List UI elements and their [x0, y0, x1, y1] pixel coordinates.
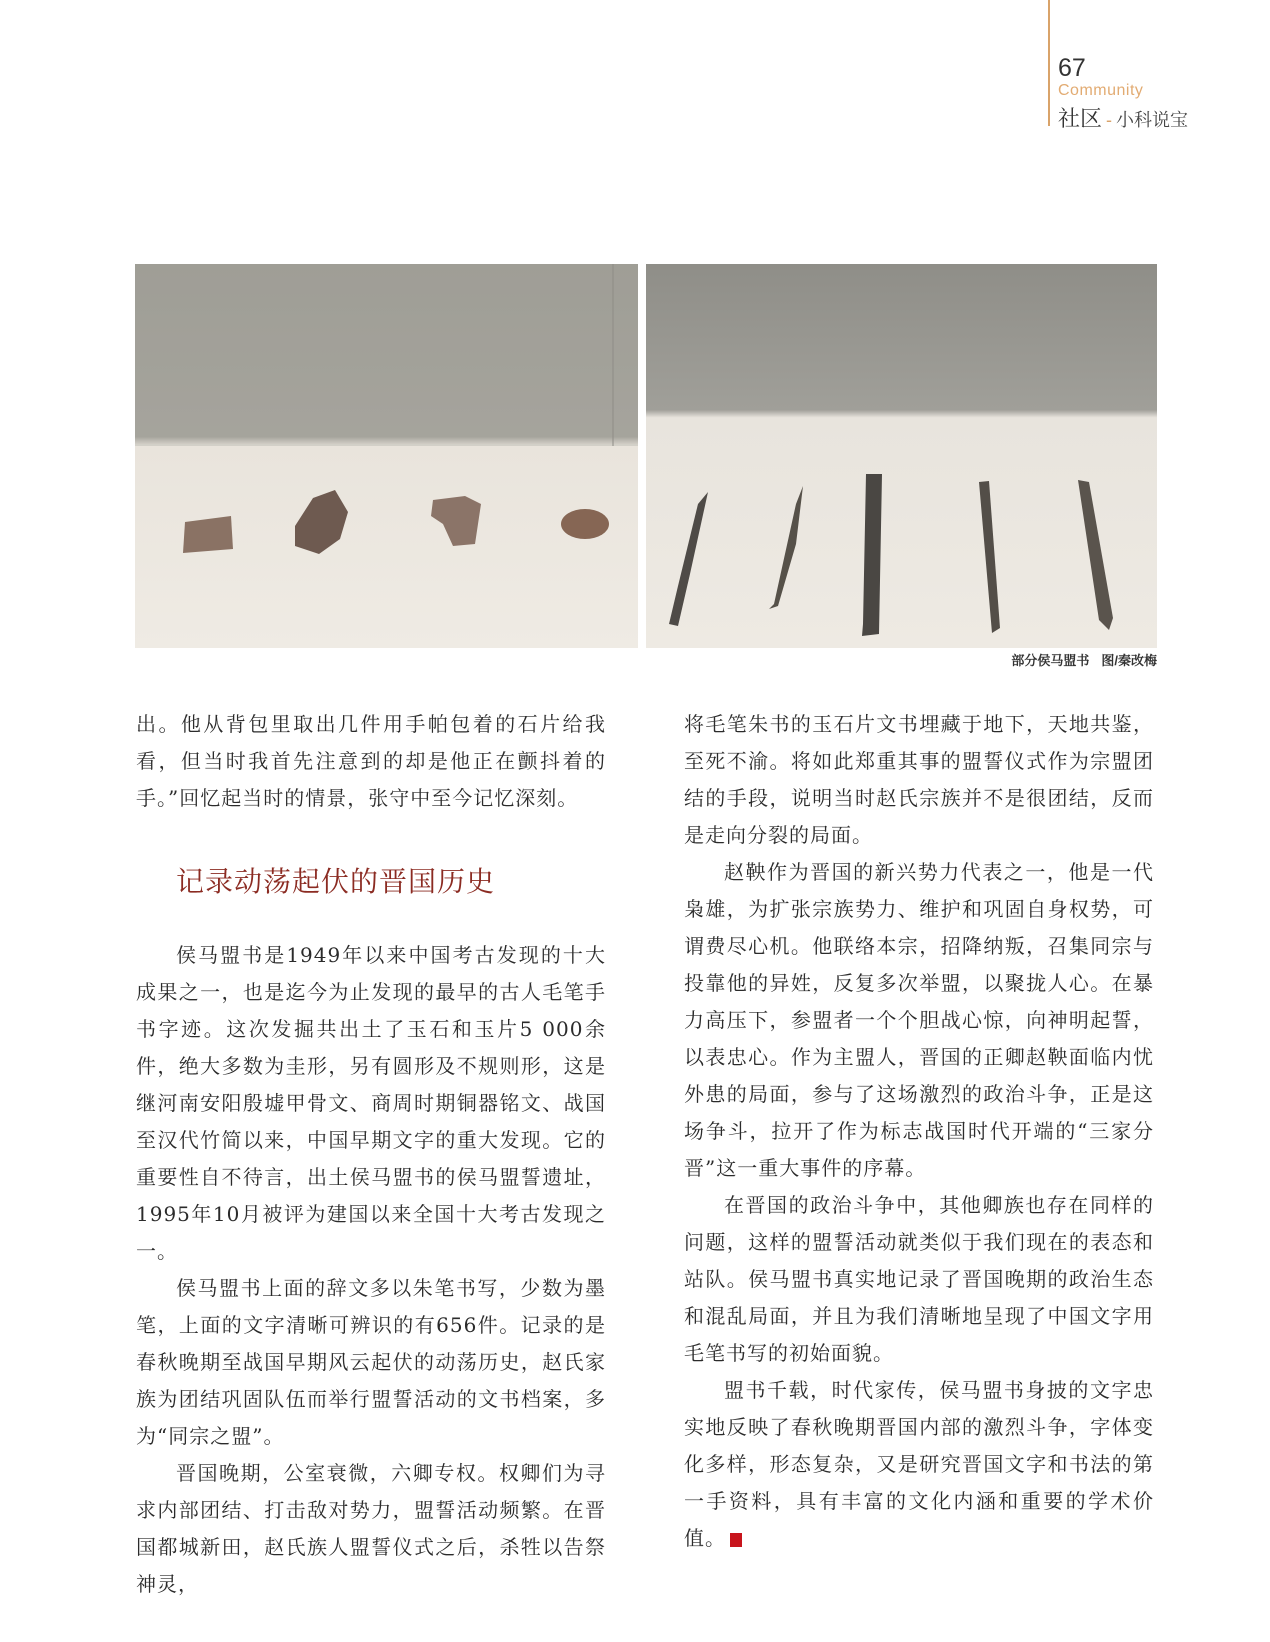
paragraph: 在晋国的政治斗争中，其他卿族也存在同样的问题，这样的盟誓活动就类似于我们现在的表态和站队。侯马盟书真实地记录了晋国晚期的政治生态和混乱局面，并且为我们清晰地呈现了中国文字用毛笔书写的初始面貌。 [684, 1193, 1154, 1365]
section-label [1058, 102, 1188, 133]
paragraph-text: 盟书千载，时代家传，侯马盟书身披的文字忠实地反映了春秋晚期晋国内部的激烈斗争，字体变化多样，形态复杂，又是研究晋国文字和书法的第一手资料，具有丰富的文化内涵和重要的学术价值。 [684, 1378, 1154, 1550]
paragraph: 赵鞅作为晋国的新兴势力代表之一，他是一代枭雄，为扩张宗族势力、维护和巩固自身权势，可谓费尽心机。他联络本宗，招降纳叛，召集同宗与投靠他的异姓，反复多次举盟，以聚拢人心。在暴力高压下，参盟者一个个胆战心惊，向神明起誓，以表忠心。作为主盟人，晋国的正卿赵鞅面临内忧外患的局面，参与了这场激烈的政治斗争，正是这场争斗，拉开了作为标志战国时代开端的“三家分晋”这一重大事件的序幕。 [684, 860, 1154, 1180]
caption-credit: 图/秦改梅 [1101, 653, 1157, 668]
column-name: 小科说宝 [1116, 110, 1189, 130]
header-divider-line [1048, 0, 1050, 126]
section-label-zh: 社区 [1058, 106, 1103, 131]
figure-caption [1011, 650, 1157, 669]
paragraph: 晋国晚期，公室衰微，六卿专权。权卿们为寻求内部团结、打击敌对势力，盟誓活动频繁。在晋国都城新田，赵氏族人盟誓仪式之后，杀牲以告祭神灵， [136, 1461, 606, 1596]
photo-tablet-strips [646, 264, 1157, 648]
left-column [136, 706, 606, 1603]
page-number: 67 [1058, 54, 1086, 82]
section-dash: - [1106, 110, 1113, 130]
paragraph: 将毛笔朱书的玉石片文书埋藏于地下，天地共鉴，至死不渝。将如此郑重其事的盟誓仪式作为宗盟团结的手段，说明当时赵氏宗族并不是很团结，反而是走向分裂的局面。 [684, 712, 1154, 847]
caption-title: 部分侯马盟书 [1011, 653, 1090, 668]
right-column [684, 706, 1154, 1557]
section-label-en: Community [1058, 82, 1144, 99]
paragraph: 侯马盟书是1949年以来中国考古发现的十大成果之一，也是迄今为止发现的最早的古人毛笔手书字迹。这次发掘共出土了玉石和玉片5 000余件，绝大多数为圭形，另有圆形及不规则形，这是继河南安阳殷墟甲骨文、商周时期铜器铭文、战国至汉代竹简以来，中国早期文字的重大发现。它的重要性自不待言，出土侯马盟书的侯马盟誓遗址，1995年10月被评为建国以来全国十大考古发现之一。 [136, 943, 606, 1263]
photo-stone-fragments [135, 264, 638, 648]
paragraph-last [684, 1372, 1154, 1557]
section-heading: 记录动荡起伏的晋国历史 [176, 865, 496, 898]
paragraph: 侯马盟书上面的辞文多以朱笔书写，少数为墨笔，上面的文字清晰可辨识的有656件。记录的是春秋晚期至战国早期风云起伏的动荡历史，赵氏家族为团结巩固队伍而举行盟誓活动的文书档案，多为“同宗之盟”。 [136, 1276, 606, 1448]
article-end-icon [730, 1533, 742, 1547]
paragraph: 出。他从背包里取出几件用手帕包着的石片给我看，但当时我首先注意到的却是他正在颤抖着的手。”回忆起当时的情景，张守中至今记忆深刻。 [136, 712, 606, 810]
